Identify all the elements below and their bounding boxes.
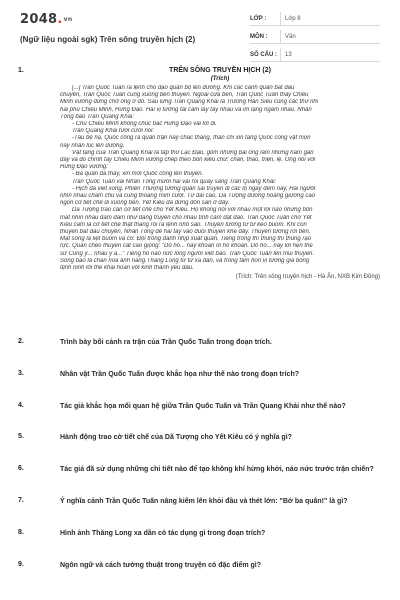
passage-line: thuyền bắt đầu chuyển, Nhân Tông để hai tay vào đuôi thuyền khẽ đẩy. Thuyền tướng rời bến. bbox=[60, 229, 311, 236]
passage-line: hai phủ Chiêu Minh, Hưng Đạo. Hai vị tướng tài cầm lấy tay nhau và im lặng ngắm nhau. Nhân bbox=[60, 106, 312, 113]
question-text: Hình ảnh Thăng Long xa dần có tác dụng gì trong đoạn trích? bbox=[60, 529, 266, 537]
passage-line: định ninh lời thề khải hoàn với kinh thành yêu dấu. bbox=[60, 265, 194, 272]
passage-line: - Hịch đã viết xong. Phiên Thượng tướng quân sai truyền đi các lộ ngay đêm nay. Hai người bbox=[72, 185, 316, 192]
question-text: Tác giả khắc họa mối quan hệ giữa Trần Quốc Tuấn và Trần Quang Khải như thế nào? bbox=[60, 402, 346, 410]
question-1 bbox=[0, 67, 400, 281]
meta-row-question-count bbox=[250, 48, 380, 62]
meta-key: LỚP : bbox=[250, 15, 267, 22]
question-item bbox=[0, 529, 400, 561]
question-list bbox=[0, 338, 400, 592]
passage-title: TRÊN SÔNG TRUYỀN HỊCH (2) bbox=[169, 67, 271, 74]
question-number: 7. bbox=[18, 496, 24, 504]
reading-passage bbox=[60, 67, 380, 281]
question-number: 6. bbox=[18, 465, 24, 473]
passage-line: này nhân lúc lên đường. bbox=[60, 142, 125, 149]
question-text: Trình bày bối cảnh ra trận của Trần Quốc Tuấn trong đoạn trích. bbox=[60, 339, 272, 346]
passage-line: Trần Quang Khải tươi cười nói: bbox=[72, 128, 155, 135]
passage-line: Kiêu cắm lá cờ tiết chế thật thẳng rồi ra lệnh nhổ sào. Thuyền tướng từ từ kéo buồm. Khi con bbox=[60, 221, 307, 228]
passage-line: Vật tặng của Trần Quang Khải là tấp thơ Lạc Đạo, gồm những bài ông làm những năm gần bbox=[72, 149, 314, 156]
passage-line: Minh vương đứng chờ ông ở đó. Sau lưng Trần Quang Khải là Trương Hán Siêu cùng các thư nhi bbox=[60, 99, 319, 106]
passage-line: Trần Quốc Tuấn vái Nhân Tông mười hai vái rồi quay sang Trần Quang Khải: bbox=[72, 178, 277, 185]
logo-main: 2048 bbox=[20, 12, 58, 27]
passage-section bbox=[0, 66, 400, 281]
passage-line: Tông bảo Trần Quang Khải: bbox=[60, 113, 134, 120]
question-text: Tác giả đã sử dụng những chi tiết nào để tạo không khí hừng khởi, náo nức trước trận chiến? bbox=[60, 466, 374, 474]
question-text: Hành động trao cờ tiết chế của Dã Tượng cho Yết Kiêu có ý nghĩa gì? bbox=[60, 434, 292, 442]
passage-subtitle: (Trích) bbox=[210, 76, 230, 82]
question-number: 2. bbox=[18, 338, 24, 345]
question-number: 1. bbox=[18, 67, 24, 74]
question-text: Ngôn ngữ và cách tường thuật trong truyện có đặc điểm gì? bbox=[60, 561, 262, 569]
passage-line: đây và do chính tay Chiêu Minh vương chép theo bốn kiểu chữ: chân, thảo, triện, lệ. Ông nói với bbox=[60, 157, 316, 164]
question-item bbox=[0, 561, 400, 593]
passage-line: Hưng Đạo vương: bbox=[60, 164, 108, 171]
logo-accent: . bbox=[57, 12, 63, 27]
meta-table bbox=[250, 12, 380, 62]
question-item bbox=[0, 338, 400, 370]
question-item bbox=[0, 465, 400, 497]
question-item bbox=[0, 402, 400, 434]
question-text: Nhân vật Trần Quốc Tuấn được khắc họa như thế nào trong đoạn trích? bbox=[60, 370, 300, 378]
meta-value: Lớp 8 bbox=[280, 12, 380, 25]
meta-row-class bbox=[250, 12, 380, 26]
question-item bbox=[0, 433, 400, 465]
passage-line: chuyển, Trần Quốc Tuấn cũng xuống bến thuyền. Ngoài cửa bến, Trần Quốc Tuấn thấy Chiêu bbox=[60, 92, 309, 99]
passage-line: sư Cùng ý... nhau ý a..." Tiếng hò nào nức lòng người xiết bao. Trần Quốc Tuấn lên mui thuyền. bbox=[60, 250, 315, 257]
passage-line: Mặt sông là liệt buồm và cờ. Đội trống đánh nhịp xuất quân. Tiếng trống thì thùng thì thùng rạo bbox=[60, 236, 312, 243]
passage-line: mắt nhìn nhau đằm đằm như đang truyền cho nhau tình cảm dạt dào. Trần Quốc Tuấn chờ Yết bbox=[60, 214, 312, 221]
question-number: 8. bbox=[18, 528, 24, 536]
passage-line: Dã Tượng trao cán cờ tiết chế cho Yết Kiêu. Họ không nói với nhau một lời nào nhưng bốn bbox=[72, 207, 313, 214]
page-header bbox=[0, 0, 400, 62]
question-item bbox=[0, 370, 400, 402]
passage-source: (Trích: Trên sông truyền hịch - Hà Ân, NXB Kim Đồng) bbox=[235, 274, 380, 281]
passage-line: -Tâu bệ hạ, Quốc công ra quân trận này chắc thắng, thần chỉ xin tặng Quốc công vật mọn bbox=[72, 135, 311, 142]
passage-line: - Ba quân đã tháy, xin mời Quốc công lên thuyền. bbox=[72, 171, 204, 178]
passage-line: Sông bao la chan hòa ánh nắng.Thăng Long từ từ xa dần, và trong tâm hồn vị tướng giả bồng bbox=[60, 257, 310, 264]
logo-suffix: vn bbox=[63, 16, 73, 23]
meta-value: Văn bbox=[280, 30, 380, 43]
passage-line: ngọn cờ tiết chế đi xuống bến. Yết Kiêu đã đứng đón sẵn ở đấy. bbox=[60, 200, 230, 207]
question-number: 9. bbox=[18, 560, 24, 568]
passage-line: [...] Trần Quốc Tuấn ra lệnh cho đạo quân bộ lên đường. Khi các cánh quân bắt đầu bbox=[72, 85, 295, 91]
document-title: (Ngữ liệu ngoài sgk) Trên sông truyền hịch (2) bbox=[20, 35, 196, 44]
passage-line: - Chú Chiêu Minh không chúc bác Hưng Đạo vài lời đi. bbox=[72, 121, 217, 128]
meta-key: SỐ CÂU : bbox=[250, 51, 277, 58]
question-number: 3. bbox=[18, 369, 24, 377]
question-item bbox=[0, 497, 400, 529]
meta-value: 13 bbox=[280, 48, 380, 61]
site-logo[interactable] bbox=[20, 12, 72, 27]
meta-row-subject bbox=[250, 30, 380, 44]
question-text: Ý nghĩa cảnh Trần Quốc Tuấn nâng kiếm lên khỏi đầu và thét lớn: "Bớ ba quân!" là gì? bbox=[60, 497, 348, 505]
question-number: 5. bbox=[18, 433, 24, 441]
passage-body bbox=[60, 85, 380, 272]
question-number: 4. bbox=[18, 401, 24, 409]
meta-key: MÔN : bbox=[250, 33, 268, 40]
passage-line: nhìn nhau chăm chú và cùng thoáng mỉm cười. Từ đài cao, Dã Tượng đương hoàng giương cao bbox=[60, 193, 315, 200]
passage-line: rực. Quân chèo thuyền cất cao giọng: "Dô hò... này khoan ơi hò khoan. Dô hò... này lời hẹn thề bbox=[60, 243, 313, 250]
